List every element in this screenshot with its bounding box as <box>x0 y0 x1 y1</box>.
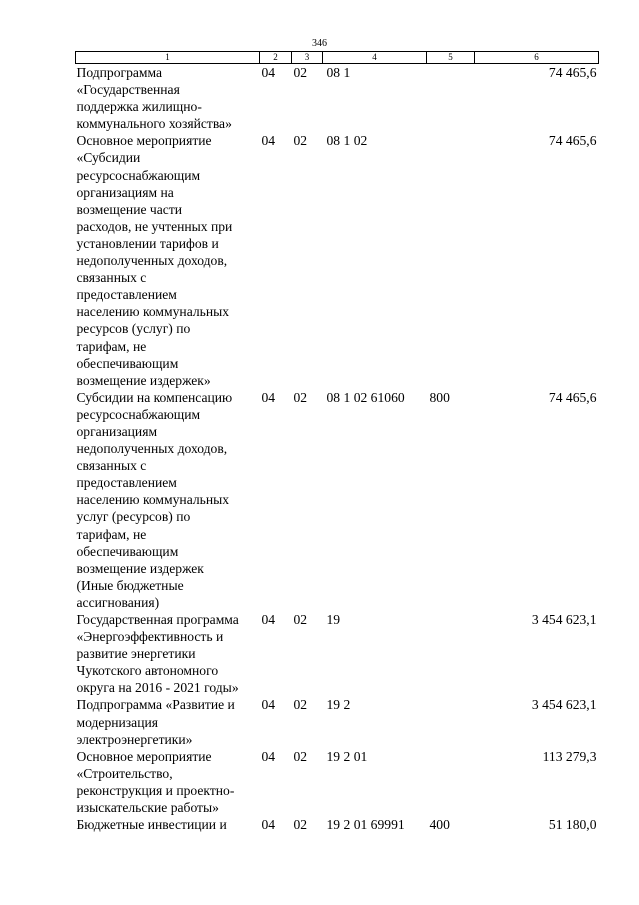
row-subsection-code: 02 <box>293 748 308 764</box>
page-number: 346 <box>312 38 327 49</box>
row-name-line: электроэнергетики» <box>76 731 193 747</box>
row-name-line: «Субсидии <box>76 150 141 166</box>
row-amount: 74 465,6 <box>548 65 597 80</box>
row-subsection-code: 02 <box>293 133 308 149</box>
table-row <box>76 389 599 611</box>
row-name-line: Подпрограмма <box>76 65 163 80</box>
row-expense-type: 800 <box>429 389 450 405</box>
header-col-4: 4 <box>323 52 427 64</box>
row-name-line: ресурсоснабжающим <box>76 167 201 183</box>
row-expense-type <box>427 611 475 696</box>
row-name-line: Субсидии на компенсацию <box>76 389 233 405</box>
row-expense-type: 400 <box>429 817 450 833</box>
row-section-code: 04 <box>261 817 276 833</box>
table-row <box>76 748 599 816</box>
row-name-line: Бюджетные инвестиции и <box>76 817 227 833</box>
row-name-line: организациям на <box>76 184 174 200</box>
row-section-code: 04 <box>261 65 276 80</box>
row-target-article: 19 2 01 69991 <box>326 817 405 833</box>
row-name-line: возмещение издержек» <box>76 372 211 388</box>
row-name-line: тарифам, не <box>76 526 147 542</box>
row-subsection-code: 02 <box>293 612 308 627</box>
row-expense-type <box>427 64 475 133</box>
row-name-line: недополученных доходов, <box>76 441 228 457</box>
table-body <box>76 64 599 834</box>
row-subsection-code: 02 <box>293 817 308 833</box>
row-section-code: 04 <box>261 612 276 627</box>
row-name <box>76 611 260 696</box>
row-name-line: коммунального хозяйства» <box>76 116 232 132</box>
row-name-line: ресурсоснабжающим <box>76 406 201 422</box>
row-name-line: населению коммунальных <box>76 304 230 320</box>
row-section-code: 04 <box>261 697 276 713</box>
row-amount: 113 279,3 <box>542 748 597 764</box>
row-name-line: Чукотского автономного <box>76 663 219 679</box>
row-target-article: 08 1 02 <box>326 133 368 149</box>
row-name-line: Основное мероприятие <box>76 133 212 149</box>
row-name-line: (Иные бюджетные <box>76 577 184 593</box>
row-target-article: 08 1 02 61060 <box>326 389 405 405</box>
table-row <box>76 816 599 833</box>
row-subsection-code: 02 <box>293 65 308 80</box>
row-name-line: услуг (ресурсов) по <box>76 509 191 525</box>
row-amount: 51 180,0 <box>548 817 597 833</box>
row-name-line: возмещение издержек <box>76 560 204 576</box>
row-name-line: предоставлением <box>76 475 177 491</box>
row-name-line: ассигнования) <box>76 594 160 610</box>
row-subsection-code: 02 <box>293 389 308 405</box>
row-target-article: 19 2 <box>326 697 351 713</box>
row-name-line: расходов, не учтенных при <box>76 218 233 234</box>
row-name <box>76 748 260 816</box>
row-name-line: возмещение части <box>76 201 183 217</box>
row-subsection-code: 02 <box>293 697 308 713</box>
row-name-line: развитие энергетики <box>76 646 196 662</box>
row-name-line: Подпрограмма «Развитие и <box>76 697 235 713</box>
table-row <box>76 132 599 388</box>
header-row <box>76 52 599 64</box>
row-expense-type <box>427 132 475 388</box>
row-name-line: установлении тарифов и <box>76 235 219 251</box>
row-name-line: населению коммунальных <box>76 492 230 508</box>
table-row <box>76 611 599 696</box>
row-name-line: «Государственная <box>76 82 180 98</box>
row-name-line: связанных с <box>76 270 147 286</box>
row-amount: 74 465,6 <box>548 133 597 149</box>
row-section-code: 04 <box>261 748 276 764</box>
row-name-line: обеспечивающим <box>76 355 179 371</box>
row-name-line: «Строительство, <box>76 765 173 781</box>
row-target-article: 19 2 01 <box>326 748 368 764</box>
row-expense-type <box>427 748 475 816</box>
row-target-article: 08 1 <box>326 65 351 80</box>
row-name-line: предоставлением <box>76 287 177 303</box>
table-row <box>76 696 599 747</box>
row-name-line: тарифам, не <box>76 338 147 354</box>
row-name-line: Государственная программа <box>76 612 239 627</box>
row-target-article: 19 <box>326 612 341 627</box>
row-name-line: связанных с <box>76 458 147 474</box>
row-name <box>76 64 260 133</box>
header-col-5: 5 <box>427 52 475 64</box>
header-col-3: 3 <box>292 52 323 64</box>
row-name <box>76 389 260 611</box>
row-name-line: реконструкция и проектно- <box>76 782 235 798</box>
header-col-2: 2 <box>260 52 292 64</box>
row-name-line: недополученных доходов, <box>76 253 228 269</box>
row-name-line: поддержка жилищно- <box>76 99 202 115</box>
row-expense-type <box>427 696 475 747</box>
table-row <box>76 64 599 133</box>
row-name <box>76 696 260 747</box>
row-name-line: организациям <box>76 423 158 439</box>
header-col-6: 6 <box>475 52 599 64</box>
row-name <box>76 132 260 388</box>
row-name-line: округа на 2016 - 2021 годы» <box>76 680 239 696</box>
table-header <box>76 52 599 64</box>
row-name-line: изыскательские работы» <box>76 800 219 816</box>
row-section-code: 04 <box>261 133 276 149</box>
row-amount: 74 465,6 <box>548 389 597 405</box>
row-name-line: обеспечивающим <box>76 543 179 559</box>
row-name <box>76 816 260 833</box>
row-name-line: «Энергоэффективность и <box>76 629 224 645</box>
row-section-code: 04 <box>261 389 276 405</box>
row-name-line: ресурсов (услуг) по <box>76 321 191 337</box>
row-name-line: Основное мероприятие <box>76 748 212 764</box>
row-name-line: модернизация <box>76 714 159 730</box>
header-col-1: 1 <box>76 52 260 64</box>
budget-table <box>75 51 599 833</box>
row-amount: 3 454 623,1 <box>531 612 597 627</box>
row-amount: 3 454 623,1 <box>531 697 597 713</box>
